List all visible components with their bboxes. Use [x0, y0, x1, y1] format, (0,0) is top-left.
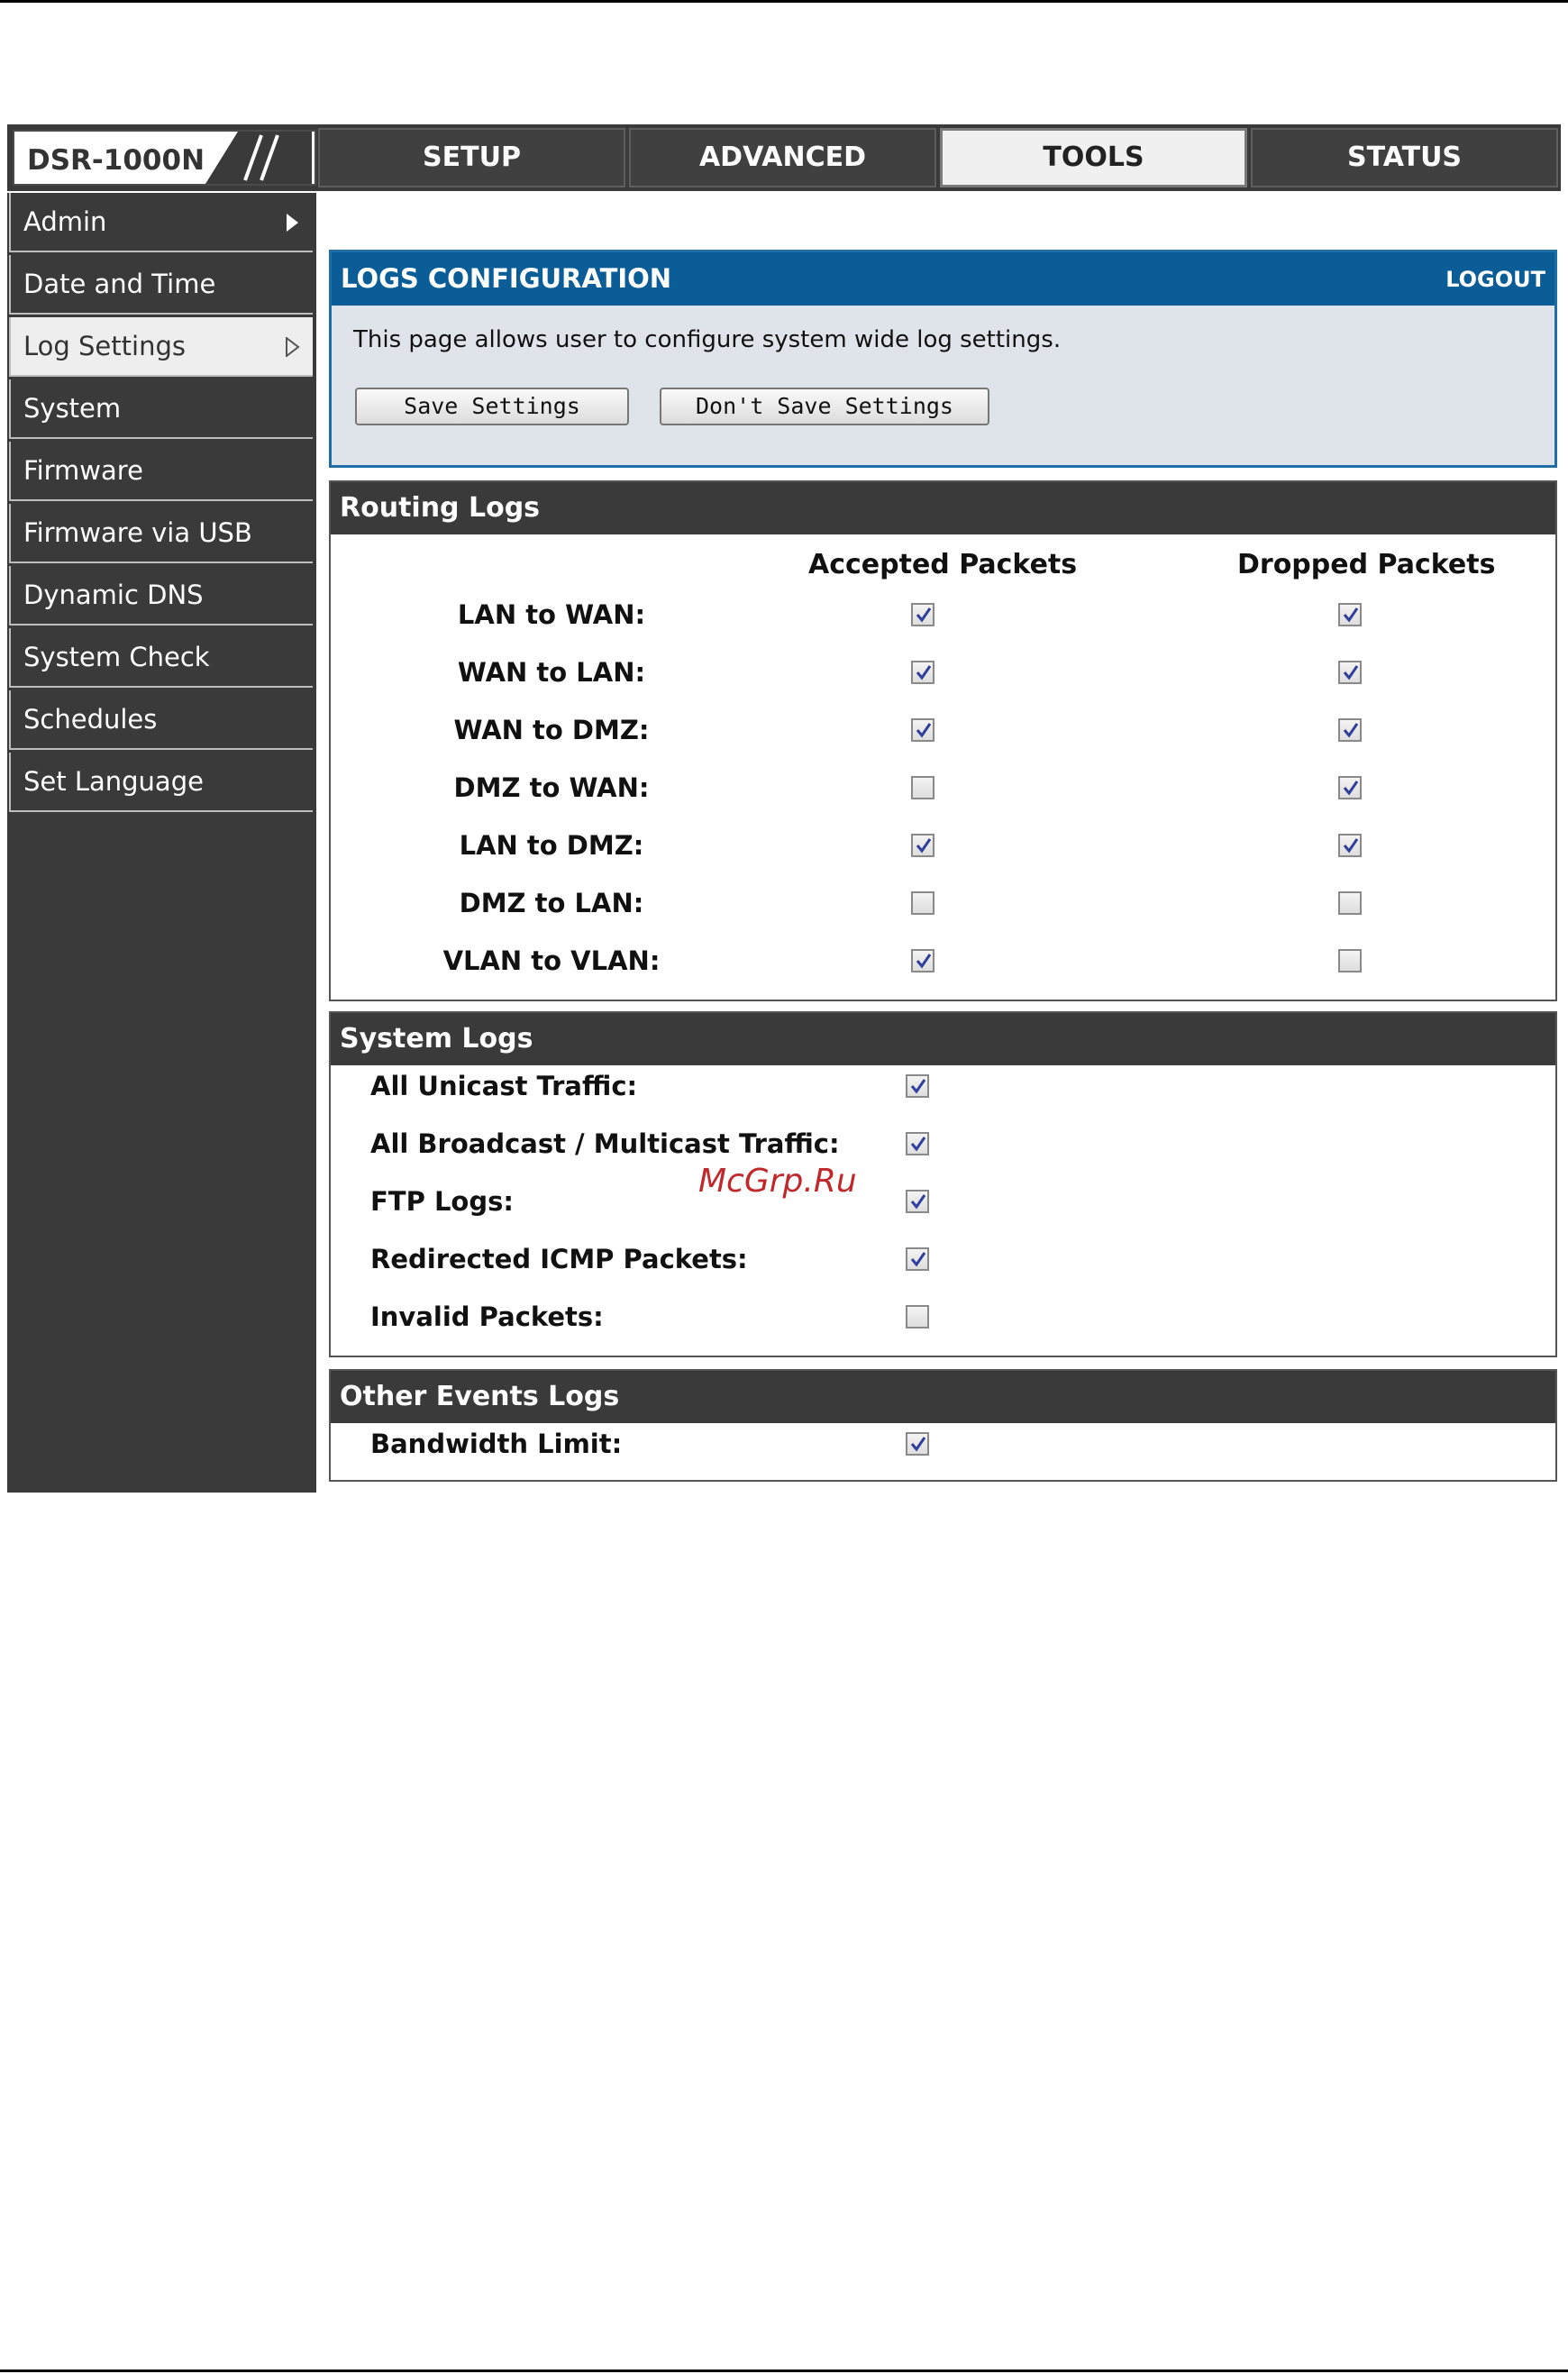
system-log-label: FTP Logs:: [370, 1186, 514, 1217]
other-log-label: Bandwidth Limit:: [370, 1429, 623, 1459]
system-log-checkbox[interactable]: [906, 1305, 929, 1329]
accepted-packets-checkbox[interactable]: [911, 776, 934, 799]
routing-logs-section: [329, 480, 1557, 1001]
sidebar-item-date-and-time[interactable]: [9, 255, 313, 315]
routing-row-label: VLAN to VLAN:: [442, 945, 661, 976]
checkmark-icon: [909, 1192, 927, 1210]
section-title: System Logs: [331, 1013, 1555, 1065]
system-log-label: All Broadcast / Multicast Traffic:: [370, 1128, 840, 1159]
routing-row-label: WAN to LAN:: [457, 657, 646, 688]
accepted-packets-checkbox[interactable]: [911, 603, 934, 626]
dropped-packets-header: Dropped Packets: [1237, 549, 1496, 580]
dont-save-settings-button[interactable]: Don't Save Settings: [660, 388, 989, 425]
accepted-packets-header: Accepted Packets: [808, 549, 1078, 580]
sidebar-item-firmware[interactable]: [9, 442, 313, 501]
system-logs-section: [329, 1011, 1557, 1357]
panel-description: This page allows user to configure system wide log settings.: [353, 326, 1062, 353]
sidebar-item-dynamic-dns[interactable]: [9, 566, 313, 625]
sidebar-item-label: Date and Time: [23, 269, 216, 299]
checkmark-icon: [909, 1250, 927, 1268]
system-log-label: Invalid Packets:: [370, 1301, 604, 1332]
sidebar-item-set-language[interactable]: [9, 753, 313, 812]
panel-title: LOGS CONFIGURATION: [341, 263, 672, 294]
sidebar-item-firmware-via-usb[interactable]: [9, 504, 313, 563]
routing-row-label: WAN to DMZ:: [453, 715, 650, 745]
system-log-label: All Unicast Traffic:: [370, 1071, 638, 1101]
section-title: Routing Logs: [331, 482, 1555, 534]
tab-advanced[interactable]: ADVANCED: [629, 128, 936, 187]
routing-row-label: DMZ to WAN:: [453, 772, 650, 803]
page-bottom-rule: [0, 2369, 1568, 2372]
logo-slashes-icon: [205, 132, 312, 184]
accepted-packets-checkbox[interactable]: [911, 891, 934, 915]
system-log-checkbox[interactable]: [906, 1190, 929, 1213]
dropped-packets-checkbox[interactable]: [1338, 603, 1362, 626]
checkmark-icon: [915, 606, 933, 624]
sidebar-item-label: Log Settings: [23, 331, 186, 361]
sidebar-item-system[interactable]: [9, 379, 313, 439]
checkmark-icon: [1342, 663, 1360, 681]
triangle-right-icon: [284, 213, 300, 233]
sidebar-item-log-settings[interactable]: [9, 317, 313, 377]
dropped-packets-checkbox[interactable]: [1338, 834, 1362, 857]
system-log-checkbox[interactable]: [906, 1132, 929, 1155]
other-events-logs-section: [329, 1369, 1557, 1482]
dropped-packets-checkbox[interactable]: [1338, 718, 1362, 742]
panel-header: [332, 252, 1554, 306]
dropped-packets-checkbox[interactable]: [1338, 661, 1362, 684]
top-navigation: [7, 124, 1561, 191]
sidebar-item-label: Firmware: [23, 455, 143, 486]
sidebar-item-label: System: [23, 393, 122, 424]
dropped-packets-checkbox[interactable]: [1338, 949, 1362, 972]
triangle-right-outline-icon: [284, 337, 300, 357]
router-admin-ui: [7, 124, 1561, 1493]
sidebar-item-schedules[interactable]: [9, 690, 313, 750]
accepted-packets-checkbox[interactable]: [911, 834, 934, 857]
routing-row-label: LAN to DMZ:: [459, 830, 644, 861]
routing-row-label: LAN to WAN:: [457, 599, 646, 630]
checkmark-icon: [909, 1135, 927, 1153]
page-top-rule: [0, 0, 1568, 3]
checkmark-icon: [909, 1435, 927, 1453]
sidebar-item-admin[interactable]: [9, 193, 313, 252]
accepted-packets-checkbox[interactable]: [911, 661, 934, 684]
sidebar: [7, 193, 316, 1493]
sidebar-item-label: Dynamic DNS: [23, 580, 204, 610]
tab-setup[interactable]: SETUP: [318, 128, 625, 187]
tab-status[interactable]: STATUS: [1251, 128, 1558, 187]
checkmark-icon: [915, 836, 933, 854]
checkmark-icon: [1342, 836, 1360, 854]
save-settings-button[interactable]: Save Settings: [355, 388, 629, 425]
accepted-packets-checkbox[interactable]: [911, 718, 934, 742]
dropped-packets-checkbox[interactable]: [1338, 776, 1362, 799]
checkmark-icon: [909, 1077, 927, 1095]
checkmark-icon: [915, 721, 933, 739]
sidebar-item-label: Firmware via USB: [23, 517, 252, 548]
accepted-packets-checkbox[interactable]: [911, 949, 934, 972]
dropped-packets-checkbox[interactable]: [1338, 891, 1362, 915]
sidebar-item-label: Schedules: [23, 704, 158, 735]
model-name: DSR-1000N: [27, 144, 205, 177]
sidebar-item-label: System Check: [23, 642, 210, 672]
logs-configuration-panel: [329, 250, 1557, 468]
routing-row-label: DMZ to LAN:: [459, 888, 644, 918]
checkmark-icon: [915, 663, 933, 681]
checkmark-icon: [915, 952, 933, 970]
sidebar-item-label: Set Language: [23, 766, 204, 797]
sidebar-item-system-check[interactable]: [9, 628, 313, 688]
logout-link[interactable]: LOGOUT: [1445, 267, 1545, 292]
other-log-checkbox[interactable]: [906, 1432, 929, 1456]
watermark-text: McGrp.Ru: [698, 1163, 857, 1200]
checkmark-icon: [1342, 779, 1360, 797]
system-log-checkbox[interactable]: [906, 1074, 929, 1098]
system-log-checkbox[interactable]: [906, 1247, 929, 1271]
tab-tools[interactable]: TOOLS: [940, 128, 1247, 187]
section-title: Other Events Logs: [331, 1371, 1555, 1423]
checkmark-icon: [1342, 606, 1360, 624]
brand-logo: [13, 130, 316, 186]
main-content: [316, 193, 1561, 1493]
system-log-label: Redirected ICMP Packets:: [370, 1244, 748, 1274]
checkmark-icon: [1342, 721, 1360, 739]
sidebar-item-label: Admin: [23, 206, 107, 237]
